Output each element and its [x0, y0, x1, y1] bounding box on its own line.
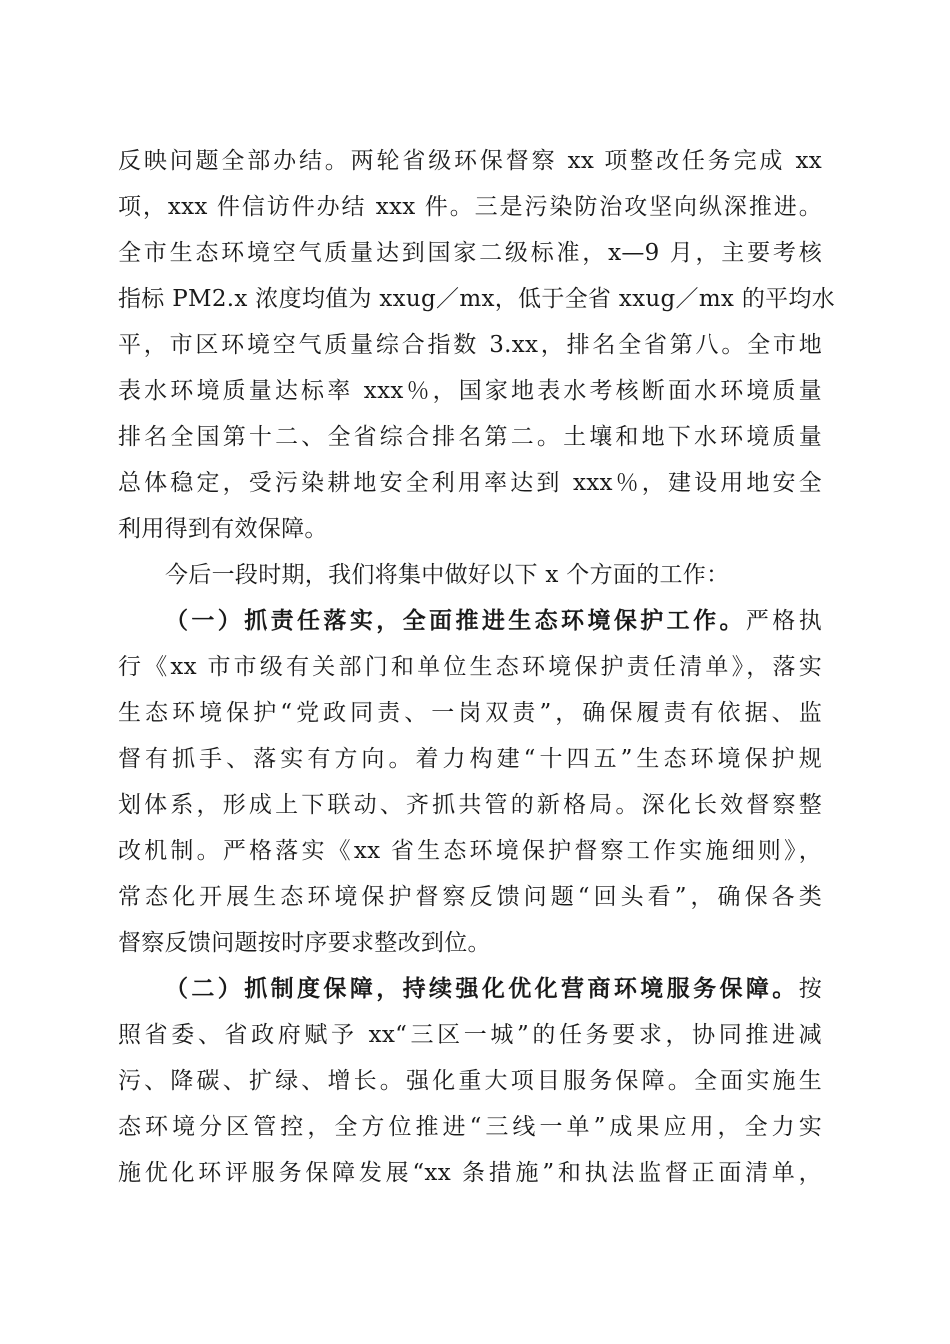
section-heading-line [165, 966, 822, 1012]
text-line: 督有抓手、落实有方向。着力构建“十四五”生态环境保护规 [118, 746, 822, 772]
text-line: 指标 PM2.x 浓度均值为 xxug／mx，低于全省 xxug／mx 的平均水 [118, 286, 836, 312]
text-line: 总体稳定，受污染耕地安全利用率达到 xxx％，建设用地安全 [118, 470, 822, 496]
text-line: 平，市区环境空气质量综合指数 3.xx，排名全省第八。全市地 [118, 332, 822, 358]
text-line: 生态环境保护“党政同责、一岗双责”，确保履责有依据、监 [118, 700, 822, 726]
text-line: 项，xxx 件信访件办结 xxx 件。三是污染防治攻坚向纵深推进。 [118, 194, 822, 220]
text-line: 排名全国第十二、全省综合排名第二。土壤和地下水环境质量 [118, 424, 822, 450]
text-line: 划体系，形成上下联动、齐抓共管的新格局。深化长效督察整 [118, 792, 822, 818]
text-line: 反映问题全部办结。两轮省级环保督察 xx 项整改任务完成 xx [118, 148, 822, 174]
text-line: 常态化开展生态环境保护督察反馈问题“回头看”，确保各类 [118, 884, 822, 910]
text-line: 表水环境质量达标率 xxx％，国家地表水考核断面水环境质量 [118, 378, 822, 404]
text-line: 污、降碳、扩绿、增长。强化重大项目服务保障。全面实施生 [118, 1068, 822, 1094]
text-line: 今后一段时期，我们将集中做好以下 x 个方面的工作： [165, 562, 730, 588]
heading-continuation: 按 [798, 976, 822, 1002]
text-line: 施优化环评服务保障发展“xx 条措施”和执法监督正面清单， [118, 1160, 822, 1186]
section-heading-line [165, 598, 822, 644]
text-line: 利用得到有效保障。 [118, 516, 328, 542]
text-line: 行《xx 市市级有关部门和单位生态环境保护责任清单》，落实 [118, 654, 822, 680]
text-line: 全市生态环境空气质量达到国家二级标准，x—9 月，主要考核 [118, 240, 822, 266]
text-line: 督察反馈问题按时序要求整改到位。 [118, 930, 491, 956]
text-line: 改机制。严格落实《xx 省生态环境保护督察工作实施细则》， [118, 838, 822, 864]
section-heading: （二）抓制度保障，持续强化优化营商环境服务保障。 [165, 975, 799, 1002]
section-heading: （一）抓责任落实，全面推进生态环境保护工作。 [165, 607, 746, 634]
heading-continuation: 严格执 [745, 608, 822, 634]
text-line: 照省委、省政府赋予 xx“三区一城”的任务要求，协同推进减 [118, 1022, 822, 1048]
text-line: 态环境分区管控，全方位推进“三线一单”成果应用，全力实 [118, 1114, 822, 1140]
